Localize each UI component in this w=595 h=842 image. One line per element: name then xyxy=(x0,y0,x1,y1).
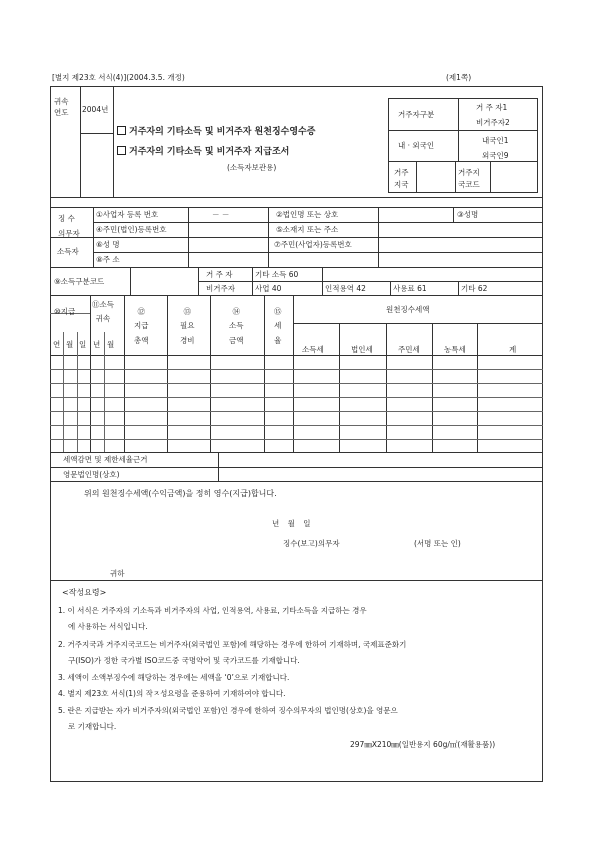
resident-type-label: 거주자구분 xyxy=(398,110,435,119)
biz-no-value[interactable]: － － xyxy=(212,210,230,219)
nationality-label: 내 · 외국인 xyxy=(398,141,435,150)
checkbox-icon[interactable] xyxy=(117,146,126,155)
instruction-line: 3. 세액이 소액부징수에 해당하는 경우에는 세액을 ‘0’으로 기재합니다. xyxy=(58,673,290,682)
corp-name-label: ②법인명 또는 상호 xyxy=(276,210,339,219)
earner-name-label: ⑥성 명 xyxy=(96,240,120,249)
col-special-tax: 농특세 xyxy=(444,345,466,354)
col-tax-total: 계 xyxy=(509,345,517,354)
earner-reg-no-label: ⑦주민(사업자)등록번호 xyxy=(274,240,352,249)
nonresident-option[interactable]: 비거주자2 xyxy=(476,118,510,127)
col-income-amount: ⑭ 소득 금액 xyxy=(229,307,244,345)
col-year: 연 xyxy=(53,340,61,349)
col-payment-date: ⑩지급 xyxy=(54,307,76,316)
instruction-line: 5. 란은 지급받는 자가 비거주자의(외국법인 포함)인 경우에 한하여 징수의무자의 법인명(상호)을 영문으 xyxy=(58,706,398,715)
col-income-attribution: ⑪소득 귀속 xyxy=(92,300,114,323)
resident-option[interactable]: 거 주 자1 xyxy=(476,103,508,112)
receipt-signature[interactable]: (서명 또는 인) xyxy=(414,539,461,548)
form-reference: [별지 제23호 서식(4)](2004.3.5. 개정) xyxy=(52,73,185,82)
col-attr-year: 년 xyxy=(93,340,101,349)
instruction-line: 구(ISO)가 정한 국가별 ISO코드중 국명약어 및 국가코드를 기재합니다. xyxy=(68,656,300,665)
receipt-statement: 위의 원천징수세액(수익금액)을 정히 영수(지급)합니다. xyxy=(84,489,277,498)
earner-address-label: ⑧주 소 xyxy=(96,255,120,264)
instructions-title: <작성요령> xyxy=(62,588,107,597)
resident-other-income-code: 기타 소득 60 xyxy=(255,270,299,279)
payer-address-label: ⑤소재지 또는 주소 xyxy=(276,225,339,234)
paper-spec: 297㎜X210㎜(일반용지 60g/㎡(재활용품)) xyxy=(350,740,496,749)
col-day: 일 xyxy=(79,340,87,349)
tax-group-header: 원천징수세액 xyxy=(386,305,430,314)
english-name-label: 영문법인명(상호) xyxy=(63,470,120,479)
col-total-paid: ⑫ 지급 총액 xyxy=(134,307,149,345)
instruction-line: 로 기재합니다. xyxy=(68,722,117,731)
col-expenses: ⑬ 필요 경비 xyxy=(180,307,195,345)
income-code-label: ⑨소득구분코드 xyxy=(54,277,105,286)
col-income-tax: 소득세 xyxy=(302,345,324,354)
year-value[interactable]: 2004년 xyxy=(82,105,109,114)
payer-reg-no-label: ④주민(법인)등록번호 xyxy=(96,225,167,234)
title-withholding-receipt: 거주자의 기타소득 및 비거주자 원천징수영수증 xyxy=(117,126,315,137)
resident-income-label: 거 주 자 xyxy=(206,270,233,279)
instruction-line: 4. 별지 제23호 서식(1)의 작ㅈ성요령을 준용하여 기재하여야 합니다. xyxy=(58,689,286,698)
reduction-basis-label: 세액감면 및 제한세율근거 xyxy=(63,455,148,464)
code-royalty: 사용료 61 xyxy=(393,284,427,293)
code-other: 기타 62 xyxy=(461,284,488,293)
page-number: (제1쪽) xyxy=(446,73,472,82)
checkbox-icon[interactable] xyxy=(117,126,126,135)
col-tax-rate: ⑮ 세 율 xyxy=(274,307,282,345)
receipt-date[interactable]: 년 월 일 xyxy=(272,519,311,528)
receipt-payer: 징수(보고)의무자 xyxy=(283,539,340,548)
res-country-code-label: 거주지 국코드 xyxy=(458,168,480,189)
title-payment-statement: 거주자의 기타소득 및 비거주자 지급조서 xyxy=(117,146,289,157)
payer-group-label: 징 수 의무자 xyxy=(58,214,80,238)
biz-no-label: ①사업자 등록 번호 xyxy=(96,210,159,219)
receipt-addressee: 귀하 xyxy=(110,569,125,578)
payer-name-label: ③성명 xyxy=(457,210,479,219)
earner-group-label: 소득자 xyxy=(57,247,79,256)
col-corporate-tax: 법인세 xyxy=(351,345,373,354)
col-attr-month: 월 xyxy=(107,340,115,349)
subtitle: (소득자보관용) xyxy=(227,163,277,172)
instruction-line: 에 사용하는 서식입니다. xyxy=(68,622,148,631)
res-country-label: 거주 지국 xyxy=(394,168,409,189)
instruction-line: 2. 거주지국과 거주지국코드는 비거주자(외국법인 포함)에 해당하는 경우에 한하여 기재하며, 국제표준화기 xyxy=(58,640,407,649)
code-personal-service: 인적용역 42 xyxy=(325,284,366,293)
nonresident-income-label: 비거주자 xyxy=(206,284,235,293)
instruction-line: 1. 이 서식은 거주자의 기소득과 비거주자의 사업, 인적용역, 사용료, 기타소득을 지급하는 경우 xyxy=(58,606,367,615)
col-resident-tax: 주민세 xyxy=(398,345,420,354)
col-month: 월 xyxy=(66,340,74,349)
native-option[interactable]: 내국인1 xyxy=(482,136,509,145)
foreign-option[interactable]: 외국인9 xyxy=(482,151,509,160)
code-business: 사업 40 xyxy=(255,284,282,293)
year-label: 귀속 연도 xyxy=(54,97,69,117)
